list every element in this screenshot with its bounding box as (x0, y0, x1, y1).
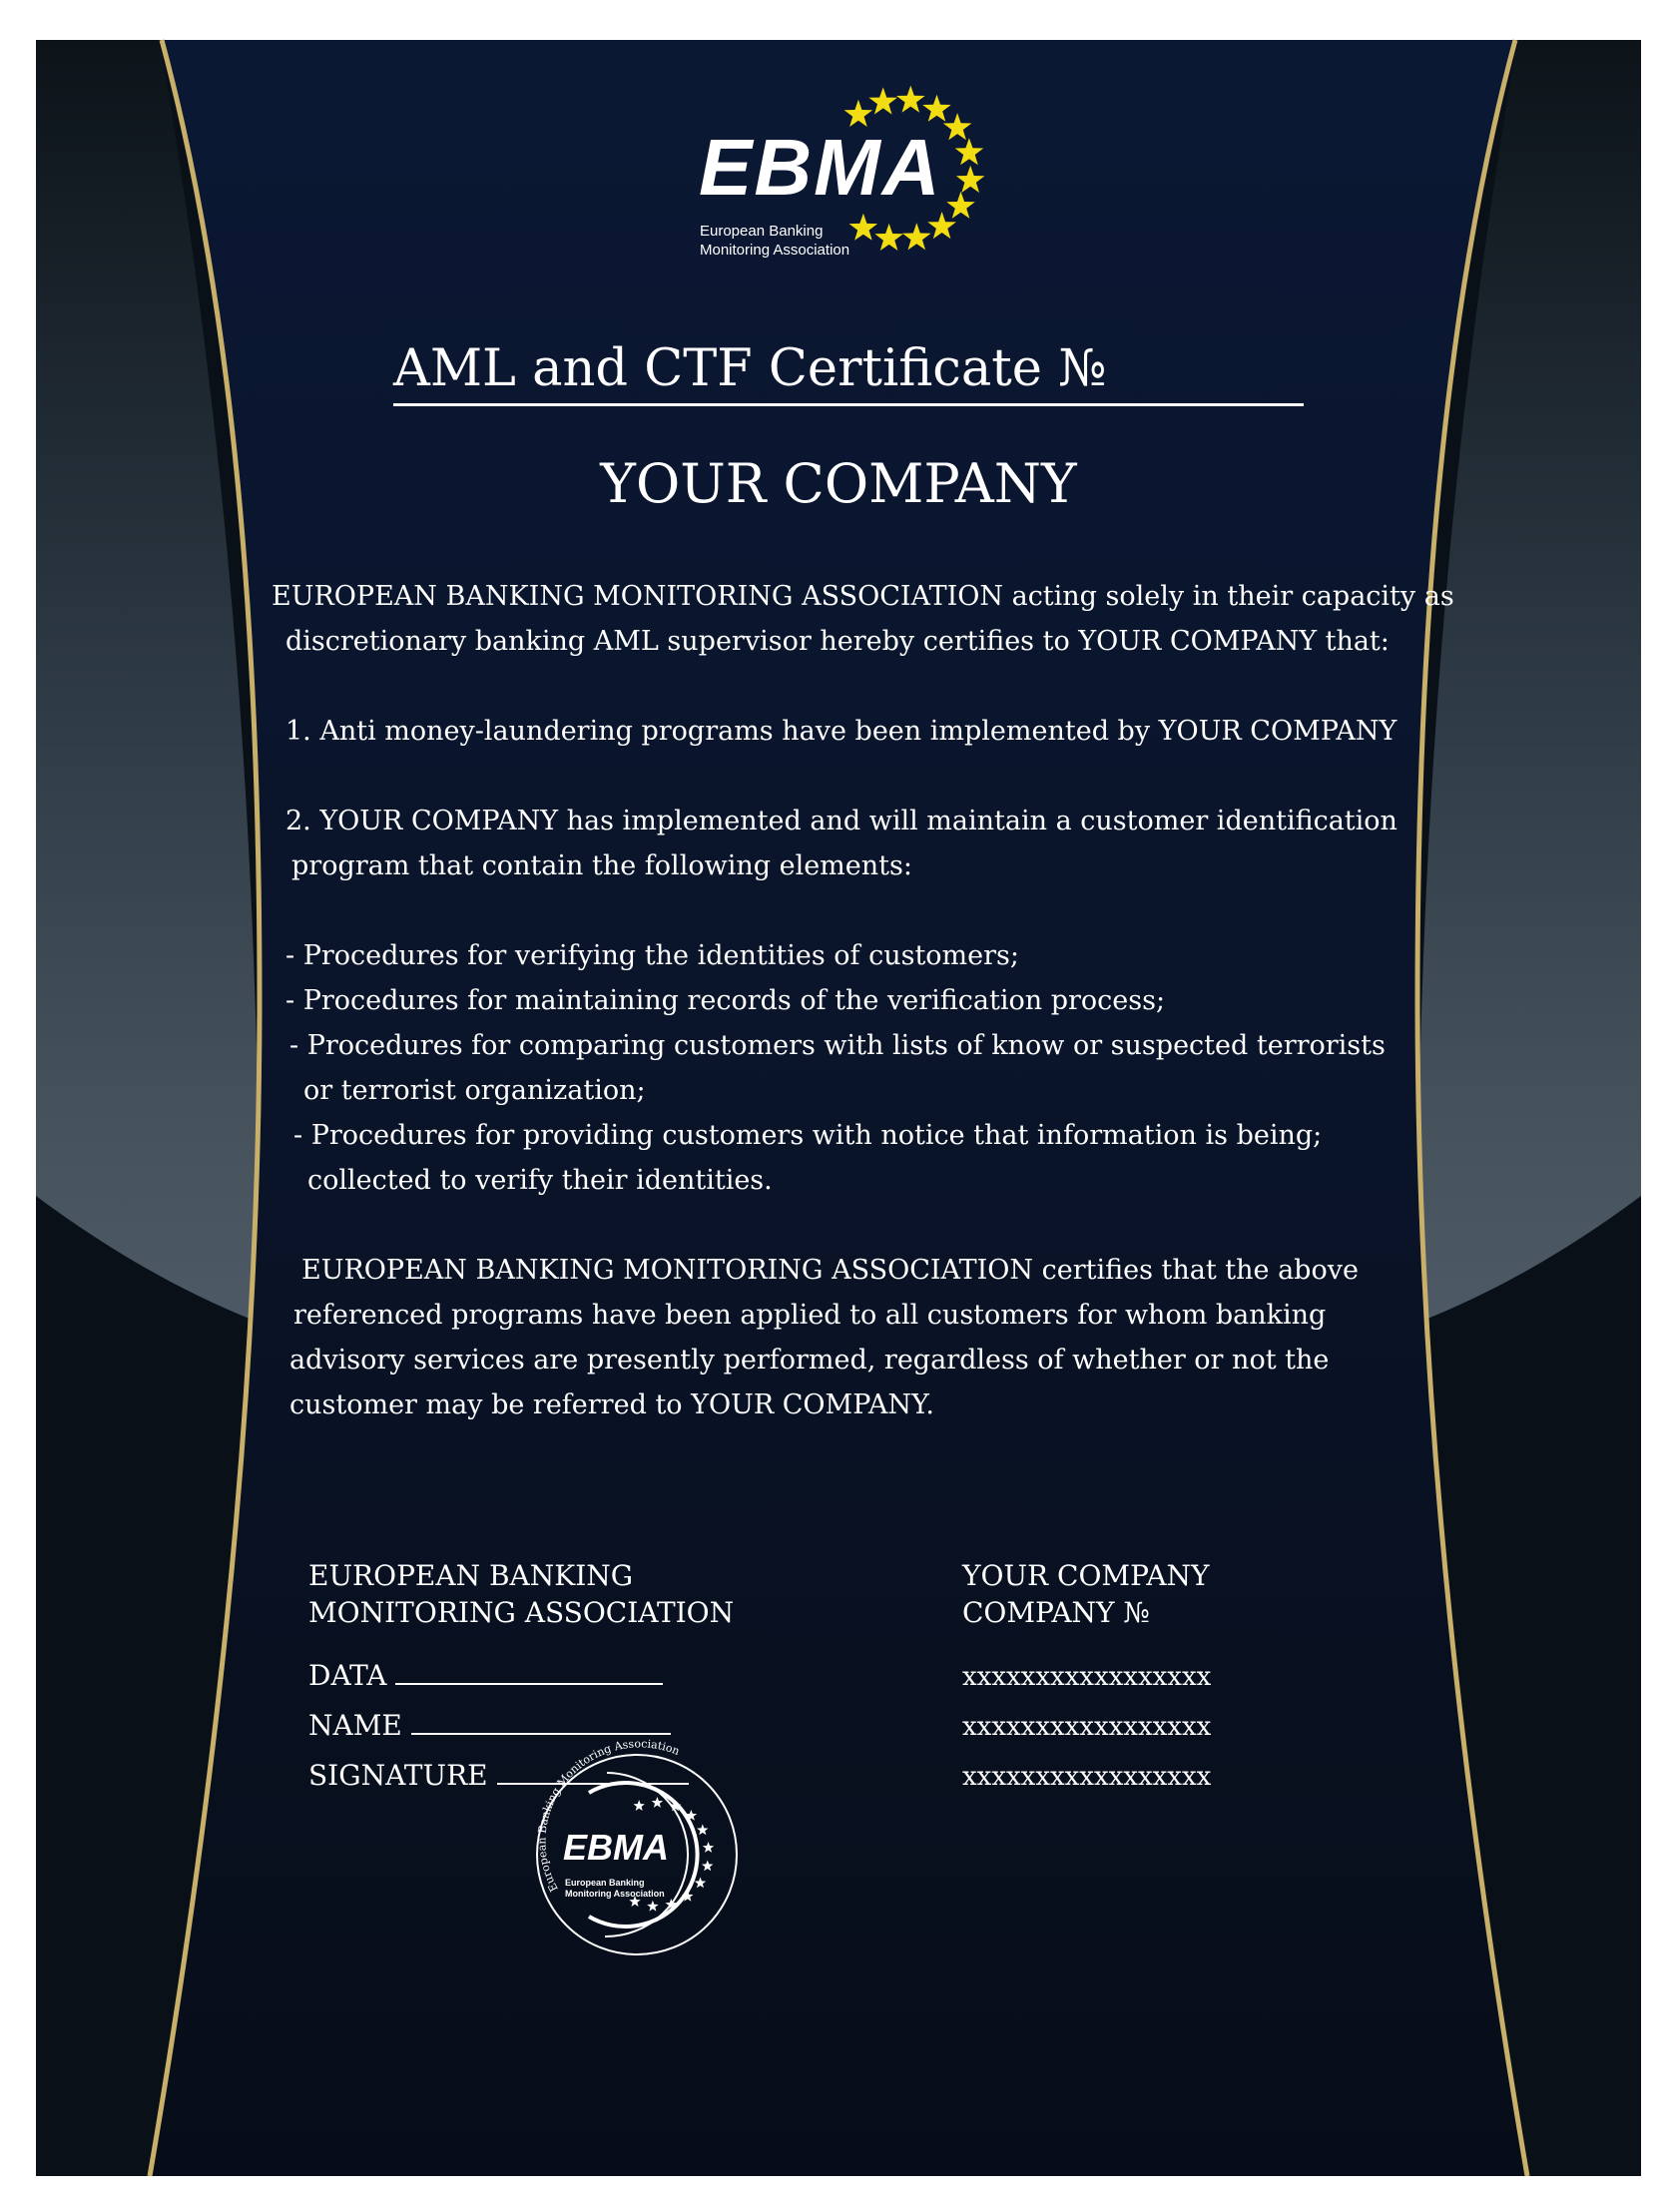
seal-subtitle (565, 1878, 705, 1900)
issuer-heading-line2: MONITORING ASSOCIATION (308, 1596, 735, 1629)
closing-line: customer may be referred to YOUR COMPANY. (289, 1389, 934, 1420)
svg-text:European Banking Monitoring As: European Banking Monitoring Association (535, 1737, 682, 1895)
signature-line (497, 1757, 689, 1785)
logo-name: EBMA (699, 123, 942, 212)
closing-line: EUROPEAN BANKING MONITORING ASSOCIATION certifies that the above (301, 1255, 1359, 1286)
issuer-heading-line1: EUROPEAN BANKING (308, 1559, 634, 1592)
date-label: DATA (308, 1659, 387, 1692)
name-line (411, 1707, 671, 1735)
item-1: 1. Anti money-laundering programs have been implemented by YOUR COMPANY (285, 716, 1398, 747)
item-2-line: program that contain the following elements: (291, 850, 912, 881)
intro-line: discretionary banking AML supervisor hereby certifies to YOUR COMPANY that: (285, 626, 1390, 657)
company-value: xxxxxxxxxxxxxxxxx (962, 1662, 1212, 1692)
bullet-item: - Procedures for maintaining records of the verification process; (285, 985, 1166, 1016)
seal-name: EBMA (563, 1827, 669, 1868)
bullet-item: - Procedures for comparing customers with lists of know or suspected terrorists (289, 1030, 1386, 1061)
name-label: NAME (308, 1709, 402, 1742)
company-heading-line2: COMPANY № (962, 1596, 1150, 1629)
signature-field (308, 1757, 689, 1794)
seal-subtitle-line1: European Banking (565, 1878, 645, 1888)
title-underline (393, 403, 1304, 406)
logo-subtitle-line1: European Banking (700, 223, 824, 240)
signature-label: SIGNATURE (308, 1759, 488, 1792)
seal-subtitle-line2: Monitoring Association (565, 1889, 665, 1899)
certificate-title: AML and CTF Certificate № (393, 339, 1107, 398)
bullet-item-continued: or terrorist organization; (303, 1075, 646, 1106)
closing-line: advisory services are presently performed, regardless of whether or not the (289, 1345, 1330, 1376)
bullet-item-continued: collected to verify their identities. (307, 1165, 773, 1196)
bullet-item: - Procedures for providing customers with notice that information is being; (293, 1120, 1323, 1151)
company-value: xxxxxxxxxxxxxxxxx (962, 1762, 1212, 1792)
item-2-line: 2. YOUR COMPANY has implemented and will maintain a customer identification (285, 806, 1398, 836)
bullet-item: - Procedures for verifying the identities of customers; (285, 940, 1019, 971)
logo-subtitle-line2: Monitoring Association (700, 242, 850, 259)
issuer-heading (308, 1557, 734, 1631)
date-field (308, 1657, 663, 1694)
company-heading (962, 1557, 1210, 1631)
logo-subtitle (700, 222, 919, 260)
name-field (308, 1707, 671, 1744)
intro-line: EUROPEAN BANKING MONITORING ASSOCIATION acting solely in their capacity as (272, 581, 1454, 612)
company-name: YOUR COMPANY (600, 452, 1077, 515)
company-heading-line1: YOUR COMPANY (962, 1559, 1210, 1592)
closing-line: referenced programs have been applied to all customers for whom banking (293, 1300, 1327, 1331)
date-line (395, 1657, 663, 1685)
company-value: xxxxxxxxxxxxxxxxx (962, 1712, 1212, 1742)
